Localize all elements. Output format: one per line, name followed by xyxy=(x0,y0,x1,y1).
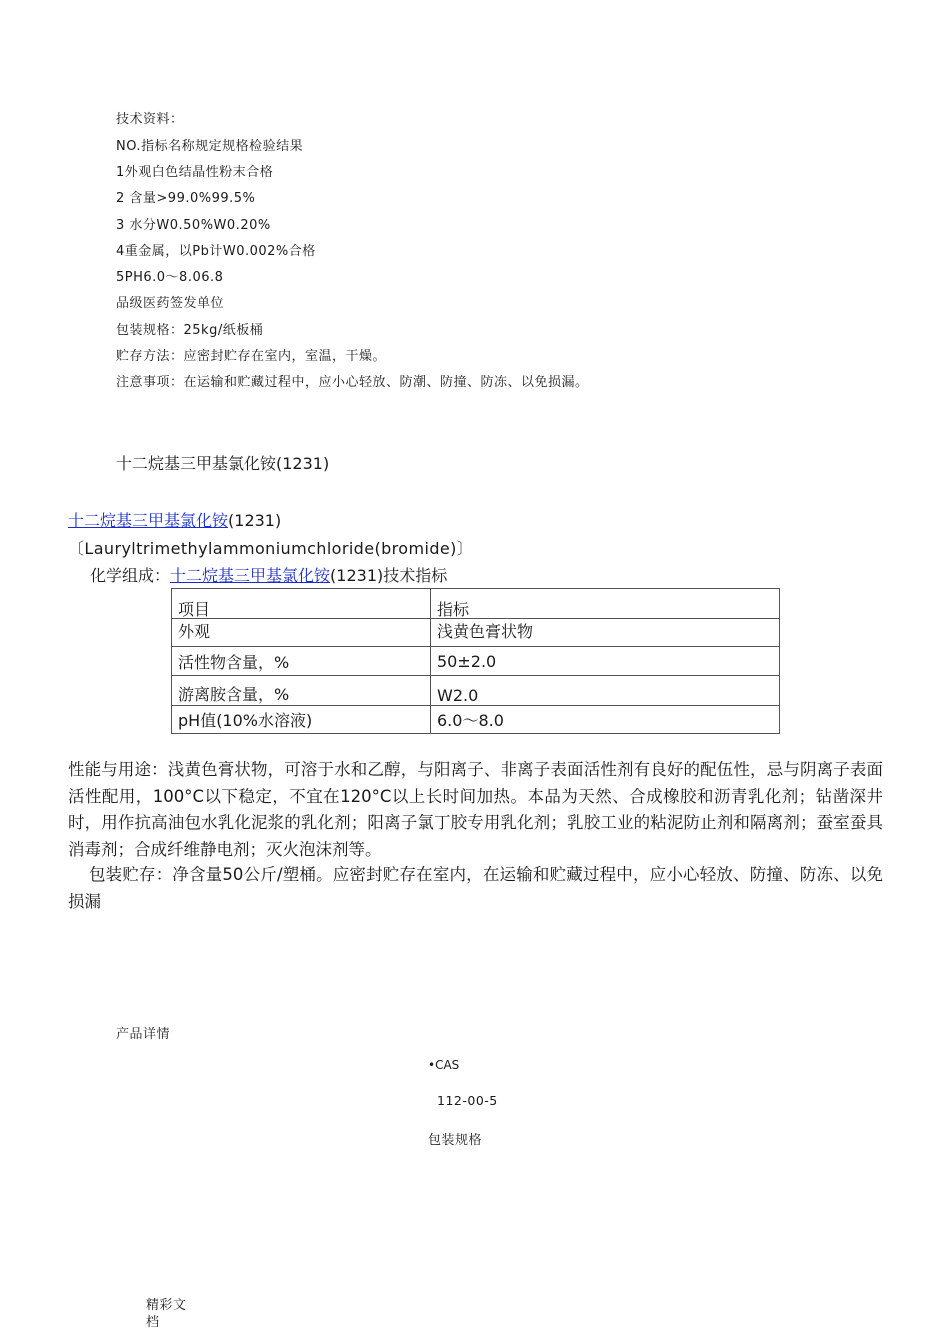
composition-line xyxy=(90,563,447,586)
footer-text: 精彩文 xyxy=(146,1298,187,1313)
table-header-cell: 指标 xyxy=(431,589,780,619)
tech-info-line: 4重金属，以Pb计W0.002%合格 xyxy=(116,244,316,259)
table-cell: 活性物含量，% xyxy=(172,647,431,676)
product-name-link[interactable]: 十二烷基三甲基氯化铵 xyxy=(68,511,229,530)
table-cell: 6.0〜8.0 xyxy=(431,706,780,734)
tech-info-line: 3 水分W0.50%W0.20% xyxy=(116,218,271,233)
table-row xyxy=(172,706,780,734)
table-cell: pH值(10%水溶液) xyxy=(172,706,431,734)
section-heading: 十二烷基三甲基氯化铵(1231) xyxy=(116,454,330,473)
table-cell: W2.0 xyxy=(431,676,780,706)
tech-info-line: 2 含量>99.0%99.5% xyxy=(116,191,256,206)
tech-info-line: 注意事项：在运输和贮藏过程中，应小心轻放、防潮、防撞、防冻、以免损漏。 xyxy=(116,375,589,390)
footer-text: 档 xyxy=(146,1315,160,1330)
spec-table xyxy=(171,588,780,734)
tech-info-line: 贮存方法：应密封贮存在室内，室温，干燥。 xyxy=(116,349,387,364)
table-row xyxy=(172,619,780,647)
table-header-row xyxy=(172,589,780,619)
table-row xyxy=(172,676,780,706)
composition-prefix: 化学组成： xyxy=(90,566,171,585)
table-row xyxy=(172,647,780,676)
product-title xyxy=(68,508,281,531)
table-cell: 浅黄色膏状物 xyxy=(431,619,780,647)
tech-info-title: 技术资料： xyxy=(116,112,184,127)
composition-suffix: (1231)技术指标 xyxy=(330,566,448,585)
table-cell: 50±2.0 xyxy=(431,647,780,676)
usage-paragraph: 性能与用途：浅黄色膏状物，可溶于水和乙醇，与阳离子、非离子表面活性剂有良好的配伍性，忌与阴离子表面活性配用，100°C以下稳定，不宜在120°C以上长时间加热。本品为天然、合成橡胶和沥青乳化剂；钻凿深井时，用作抗高油包水乳化泥浆的乳化剂；阳离子氯丁胶专用乳化剂；乳胶工业的粘泥防止剂和隔离剂；蚕室蚕具消毒剂；合成纤维静电剂；灭火泡沫剂等。 xyxy=(68,760,883,859)
table-header-cell: 项目 xyxy=(172,589,431,619)
english-name: 〔Lauryltrimethylammoniumchloride(bromide)〕 xyxy=(68,539,474,558)
composition-link[interactable]: 十二烷基三甲基氯化铵 xyxy=(170,566,331,585)
storage-paragraph: 包装贮存：净含量50公斤/塑桶。应密封贮存在室内，在运输和贮藏过程中，应小心轻放、防撞、防冻、以免损漏 xyxy=(68,865,883,911)
tech-info-line: 品级医药签发单位 xyxy=(116,296,225,311)
product-code: (1231) xyxy=(228,511,282,530)
tech-info-line: 1外观白色结晶性粉末合格 xyxy=(116,165,274,180)
tech-info-line: NO.指标名称规定规格检验结果 xyxy=(116,139,304,154)
table-cell: 游离胺含量，% xyxy=(172,676,431,706)
table-cell: 外观 xyxy=(172,619,431,647)
product-details-title: 产品详情 xyxy=(116,1027,171,1042)
tech-info-line: 包装规格：25kg/纸板桶 xyxy=(116,323,264,338)
cas-label: •CAS xyxy=(428,1058,460,1072)
packaging-label: 包装规格 xyxy=(428,1133,483,1148)
tech-info-line: 5PH6.0〜8.06.8 xyxy=(116,270,224,285)
cas-value: 112-00-5 xyxy=(437,1093,498,1108)
